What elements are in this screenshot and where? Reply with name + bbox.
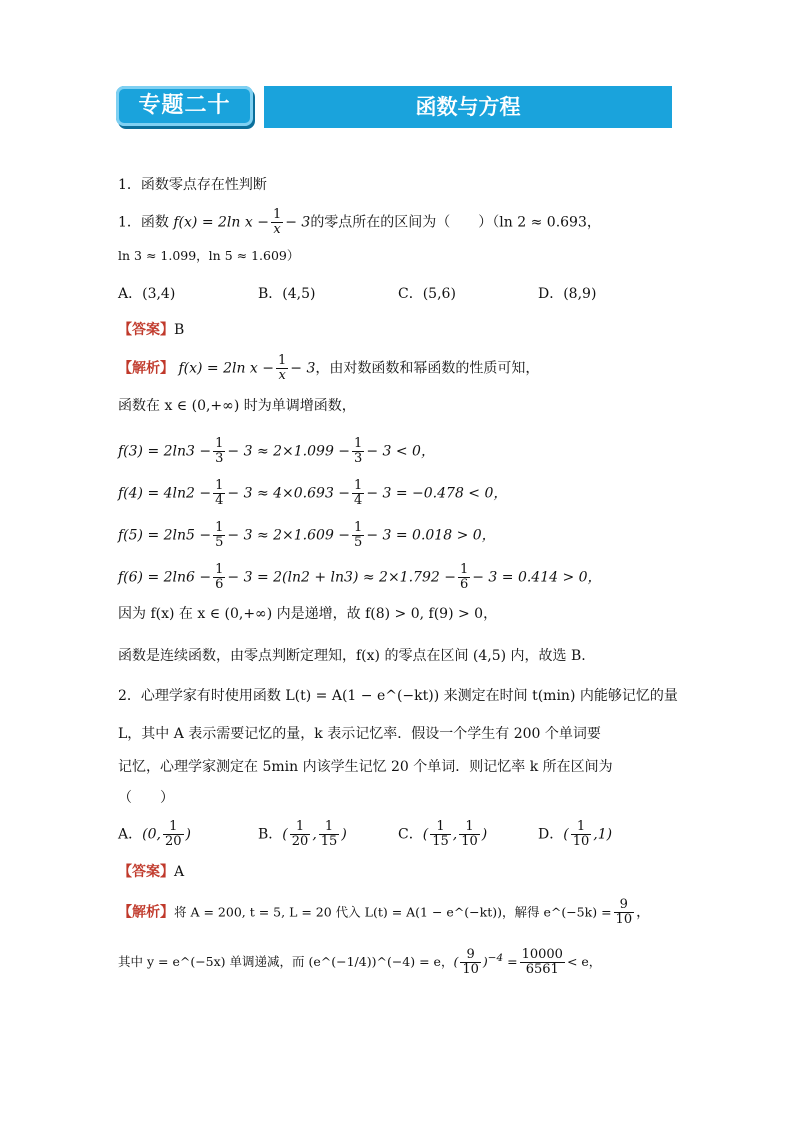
q1-calc-f4: f(4) = 4ln2 − $\frac{1}{4}$ − 3 ≈ 4×0.693 − $\frac{1}{4}$ − 3 = −0.478 < 0， <box>118 478 508 508</box>
section-title: 1．函数零点存在性判断 <box>118 177 267 193</box>
q2-stem-line2: L，其中 A 表示需要记忆的量，k 表示记忆率．假设一个学生有 200 个单词要 <box>118 726 601 742</box>
q2-stem-line3: 记忆，心理学家测定在 5min 内该学生记忆 20 个单词．则记忆率 k 所在区间为 <box>118 759 613 775</box>
q1-option-d: D．(8,9) <box>538 286 597 302</box>
q2-option-b: B．( $\frac{1}{20}$ , $\frac{1}{15}$ ) <box>258 819 347 849</box>
q2-option-d: D．( $\frac{1}{10}$ ,1) <box>538 819 613 849</box>
q2-option-c: C．( $\frac{1}{15}$ , $\frac{1}{10}$ ) <box>398 819 488 849</box>
q1-function: f(x) = 2ln x − <box>173 214 269 231</box>
q1-option-c: C．(5,6) <box>398 286 456 302</box>
q1-stem: 1．函数 f(x) = 2ln x − $\frac{1}{x}$ − 3的零点所在的区间为（ ）（ln 2 ≈ 0.693， <box>118 207 601 237</box>
q1-calc-f5: f(5) = 2ln5 − $\frac{1}{5}$ − 3 ≈ 2×1.609 − $\frac{1}{5}$ − 3 = 0.018 > 0， <box>118 520 496 550</box>
q2-analysis: 【解析】将 A = 200, t = 5, L = 20 代入 L(t) = A(1 − e^(−kt))，解得 e^(−5k) = $\frac{9}{10}$ ， <box>118 897 651 927</box>
q2-stem-line1: 2．心理学家有时使用函数 L(t) = A(1 − e^(−kt)) 来测定在时间 t(min) 内能够记忆的量 <box>118 688 678 704</box>
topic-badge: 专题二十 <box>116 86 253 126</box>
q2-stem-line4: （ ） <box>118 790 174 806</box>
q1-calc-f6: f(6) = 2ln6 − $\frac{1}{6}$ − 3 = 2(ln2 + ln3) ≈ 2×1.792 − $\frac{1}{6}$ − 3 = 0.414 > 0， <box>118 562 602 592</box>
q2-analysis-cont: 其中 y = e^(−5x) 单调递减，而 (e^(−1/4))^(−4) = e，( $\frac{9}{10}$ )$^{-4}$ = $\frac{10000}{6561}$ < e， <box>118 947 602 978</box>
q1-conclusion: 函数是连续函数，由零点判断定理知，f(x) 的零点在区间 (4,5) 内，故选 B. <box>118 648 586 664</box>
q1-answer: 【答案】B <box>118 322 185 338</box>
q1-calc-f3: f(3) = 2ln3 − $\frac{1}{3}$ − 3 ≈ 2×1.099 − $\frac{1}{3}$ − 3 < 0， <box>118 436 435 466</box>
q1-analysis-monotonic: 函数在 x ∈ (0,+∞) 时为单调增函数， <box>118 398 356 414</box>
q1-reason: 因为 f(x) 在 x ∈ (0,+∞) 内是递增，故 f(8) > 0, f(9) > 0， <box>118 606 498 622</box>
q2-option-a: A．(0, $\frac{1}{20}$ ) <box>118 819 191 849</box>
q1-stem-cont: ln 3 ≈ 1.099，ln 5 ≈ 1.609） <box>118 248 300 263</box>
q2-answer: 【答案】A <box>118 864 185 880</box>
q1-option-a: A．(3,4) <box>118 286 176 302</box>
topic-header <box>116 86 672 128</box>
q1-analysis: 【解析】 f(x) = 2ln x − $\frac{1}{x}$ − 3，由对数函数和幂函数的性质可知， <box>118 353 540 383</box>
q1-option-b: B．(4,5) <box>258 286 316 302</box>
topic-title: 函数与方程 <box>264 86 672 128</box>
